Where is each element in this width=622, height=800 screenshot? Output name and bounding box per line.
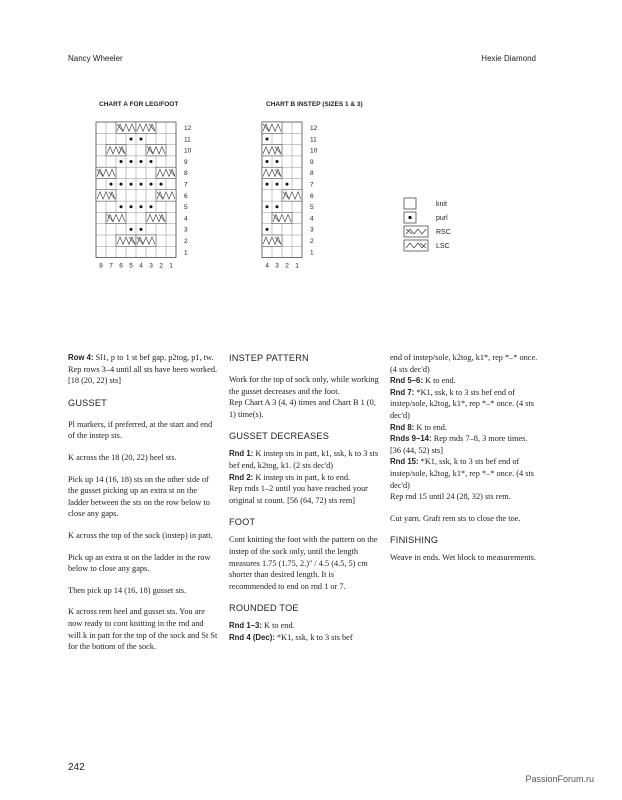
chart-a-rsc-cable [106, 212, 126, 223]
chart-a-col-label: 2 [159, 262, 163, 270]
foot-text: Cont knitting the foot with the pattern on the instep of the sock only, until the length measures 1.75 (1.75, 2.)" / 4.5 (4.5, 5) cm shorter than desired length. It is recommended to end on rnd 1 or 7. [229, 535, 378, 591]
chart-a-col-label: 8 [99, 262, 103, 270]
chart-a-purl-dot [130, 205, 133, 208]
chart-b-col-label: 4 [265, 262, 269, 270]
chart-b-lsc-cable [262, 145, 282, 156]
rnd5-6-instruction [390, 375, 540, 387]
rnd7-label: Rnd 7: [390, 387, 415, 397]
gusset-decreases-heading: GUSSET DECREASES [229, 431, 330, 442]
chart-b-row-label: 5 [310, 204, 314, 212]
rnd15-text: *K1, ssk, k to 3 sts bef end of instep/sole, k2tog, k1*, rep *–* once. (4 sts dec'd) [390, 457, 535, 490]
chart-b-row-label: 12 [310, 124, 318, 132]
chart-b-purl-dot [286, 183, 289, 186]
chart-b-row-label: 11 [310, 136, 317, 144]
chart-a-row-label: 6 [184, 192, 188, 200]
lsc-cable-icon [404, 240, 428, 251]
rnd8-label: Rnd 8: [390, 422, 415, 432]
rnd2-text: K instep sts in patt, k to end. [255, 472, 351, 482]
chart-b-purl-dot [266, 228, 269, 231]
chart-a-purl-dot [130, 137, 133, 140]
rnd2-instruction [229, 472, 379, 484]
chart-a-rsc-cable [146, 145, 166, 156]
chart-a-lsc-cable [156, 167, 176, 178]
rnd1-3-instruction [229, 620, 379, 632]
instep-heading: INSTEP PATTERN [229, 353, 309, 363]
chart-b-purl-dot [266, 137, 269, 140]
chart-legend [400, 196, 480, 266]
rnd5-6-label: Rnd 5–6: [390, 376, 423, 386]
chart-a-purl-dot [140, 205, 143, 208]
rep-rows-text: Rep rows 3–4 until all sts have been worked. [18 (20, 22) sts] [68, 364, 218, 386]
instep-repeat: Rep Chart A 3 (4, 4) times and Chart B 1 (0, 1) time(s). [229, 398, 376, 419]
chart-b-row-label: 6 [310, 192, 314, 200]
rnd7-text: *K1, ssk, k to 3 sts bef end of instep/sole, k2tog, k1*, rep *–* once. (4 sts dec'd) [390, 387, 535, 420]
chart-a-row-label: 9 [184, 158, 188, 166]
cut-yarn-text: Cut yarn. Graft rem sts to close the toe. [390, 513, 521, 523]
rnd1-3-text: K to end. [264, 621, 295, 631]
legend-knit-box [404, 198, 416, 209]
chart-b-lsc-cable [262, 167, 282, 178]
gusset-step-5: Pick up an extra st on the ladder in the row below to close any gaps. [68, 552, 211, 574]
rep-rnds-text: Rep rnds 1–2 until you have reached your original st count. [56 (64, 72) sts rem] [229, 484, 368, 505]
rnd1-3-label: Rnd 1–3: [229, 621, 262, 631]
column-1 [68, 352, 218, 653]
chart-a-purl-dot [120, 183, 123, 186]
chart-a-row-label: 3 [184, 226, 188, 234]
gusset-step-3: Pick up 14 (16, 18) sts on the other side of the gusset picking up an extra st on the ladder between the sts on the row below to close any gaps. [68, 474, 210, 519]
chart-a-col-label: 7 [109, 262, 113, 270]
chart-a-lsc-cable [136, 122, 156, 133]
row4-label: Row 4: [68, 353, 94, 362]
chart-b-purl-dot [276, 205, 279, 208]
chart-a-purl-dot [120, 160, 123, 163]
rnd2-label: Rnd 2: [229, 472, 254, 482]
chart-a-purl-dot [130, 160, 133, 163]
rounded-toe-heading: ROUNDED TOE [229, 603, 299, 614]
rnds9-14-instruction [390, 433, 540, 456]
chart-a-row-label: 10 [184, 147, 192, 155]
rnd1-label: Rnd 1: [229, 449, 254, 459]
chart-b-row-label: 7 [310, 181, 314, 189]
chart-b-purl-dot [276, 160, 279, 163]
rnd15-label: Rnd 15: [390, 457, 419, 467]
chart-b-purl-dot [276, 183, 279, 186]
gusset-step-4: K across the top of the sock (instep) in patt. [68, 530, 213, 540]
chart-b-col-label: 2 [285, 262, 289, 270]
chart-b-row-label: 8 [310, 170, 314, 178]
row4-text: Sl1, p to 1 st bef gap, p2tog, p1, tw. [95, 353, 214, 362]
chart-b-rsc-cable [282, 190, 302, 201]
chart-b-row-label: 4 [310, 215, 314, 223]
chart-a-rsc-cable [156, 190, 176, 201]
legend-purl-label: purl [436, 215, 448, 222]
continued-text: end of instep/sole, k2tog, k1*, rep *–* once. (4 sts dec'd) [390, 353, 538, 374]
chart-a-lsc-cable [146, 212, 166, 223]
chart-a-purl-dot [150, 160, 153, 163]
gusset-step-1: Pl markers, if preferred, at the start and end of the instep sts. [68, 419, 213, 441]
purl-dot-icon [408, 216, 411, 219]
rnd4-label: Rnd 4 (Dec): [229, 632, 275, 642]
legend-knit-label: knit [436, 201, 447, 208]
legend-rsc-label: RSC [436, 229, 451, 236]
chart-a-purl-dot [120, 205, 123, 208]
gusset-step-7: K across rem heel and gusset sts. You are now ready to cont knitting in the rnd and will k in patt for the top of the sock and St St for the bottom of the sock. [68, 607, 218, 652]
rnd7-instruction [390, 387, 540, 422]
chart-a-col-label: 6 [119, 262, 123, 270]
rnd8-instruction [390, 422, 540, 434]
chart-a-lsc-cable [106, 145, 126, 156]
chart-a-purl-dot [110, 183, 113, 186]
rnd15-instruction [390, 456, 540, 491]
chart-a-purl-dot [130, 228, 133, 231]
finishing-text: Weave in ends. Wet block to measurements. [390, 553, 536, 563]
gusset-step-6: Then pick up 14 (16, 18) gusset sts. [68, 585, 187, 595]
chart-a-row-label: 2 [184, 237, 188, 245]
chart-a-row-label: 8 [184, 170, 188, 178]
rnd1-instruction [229, 448, 379, 471]
chart-a-col-label: 4 [139, 262, 143, 270]
chart-a-lsc-cable [116, 235, 136, 246]
rnd4-text: *K1, ssk, k to 3 sts bef [277, 632, 353, 642]
chart-a-purl-dot [140, 137, 143, 140]
chart-b-row-label: 10 [310, 147, 318, 155]
column-2 [229, 352, 379, 644]
row4-paragraph [68, 352, 218, 364]
chart-a-col-label: 5 [129, 262, 133, 270]
chart-a-row-label: 5 [184, 204, 188, 212]
chart-a-row-label: 12 [184, 124, 192, 132]
chart-b-title: CHART B INSTEP (SIZES 1 & 3) [266, 101, 363, 108]
column-3 [390, 352, 540, 564]
chart-b-row-label: 2 [310, 237, 314, 245]
rnds9-14-text: Rep rnds 7–8, 3 more times. [36 (44, 52) sts] [390, 434, 528, 455]
chart-a-row-label: 7 [184, 181, 188, 189]
chart-b-row-label: 9 [310, 158, 314, 166]
chart-a-purl-dot [150, 205, 153, 208]
chart-a-purl-dot [140, 183, 143, 186]
chart-a-row-label: 11 [184, 136, 191, 144]
rnd1-text: K instep sts in patt, k1, ssk, k to 3 sts bef end, k2tog, k1. (2 sts dec'd) [229, 449, 379, 470]
rep-rnd15-text: Rep rnd 15 until 24 (28, 32) sts rem. [390, 492, 511, 502]
chart-b-row-label: 3 [310, 226, 314, 234]
chart-b-col-label: 3 [275, 262, 279, 270]
watermark: PassionForum.ru [525, 774, 594, 784]
rnd4-instruction [229, 632, 379, 644]
chart-a-rsc-cable [96, 167, 116, 178]
rnd8-text: K to end. [416, 422, 447, 432]
chart-a-title: CHART A FOR LEG/FOOT [99, 101, 179, 108]
chart-b-lsc-cable [262, 235, 282, 246]
chart-b-col-label: 1 [295, 262, 299, 270]
foot-heading: FOOT [229, 517, 256, 528]
instep-text: Work for the top of sock only, while working the gusset decreases and the foot. [229, 375, 379, 396]
chart-a-purl-dot [130, 183, 133, 186]
author-name: Nancy Wheeler [68, 54, 123, 63]
chart-a-row-label: 4 [184, 215, 188, 223]
finishing-heading: FINISHING [390, 535, 439, 546]
pattern-name: Hexie Diamond [481, 54, 536, 63]
page-number: 242 [68, 762, 85, 773]
rsc-cable-icon [404, 226, 428, 237]
chart-a-lsc-cable [96, 190, 116, 201]
chart-a-purl-dot [140, 160, 143, 163]
chart-a-row-label: 1 [184, 249, 188, 257]
chart-a-col-label: 1 [169, 262, 173, 270]
chart-a-purl-dot [140, 228, 143, 231]
chart-b-purl-dot [266, 160, 269, 163]
chart-a-purl-dot [150, 183, 153, 186]
chart-b-rsc-cable [262, 122, 282, 133]
rnd5-6-text: K to end. [425, 376, 456, 386]
chart-b-purl-dot [266, 183, 269, 186]
chart-b-grid [254, 116, 334, 276]
chart-a-col-label: 3 [149, 262, 153, 270]
chart-b-rsc-cable [272, 212, 292, 223]
legend-lsc-label: LSC [436, 243, 450, 250]
rnds9-14-label: Rnds 9–14: [390, 434, 432, 444]
gusset-step-2: K across the 18 (20, 22) heel sts. [68, 452, 177, 462]
chart-a-rsc-cable [136, 235, 156, 246]
chart-b-purl-dot [266, 205, 269, 208]
gusset-heading: GUSSET [68, 397, 107, 408]
chart-a-rsc-cable [116, 122, 136, 133]
chart-a-purl-dot [160, 183, 163, 186]
chart-a-grid [88, 116, 208, 276]
chart-b-row-label: 1 [310, 249, 314, 257]
